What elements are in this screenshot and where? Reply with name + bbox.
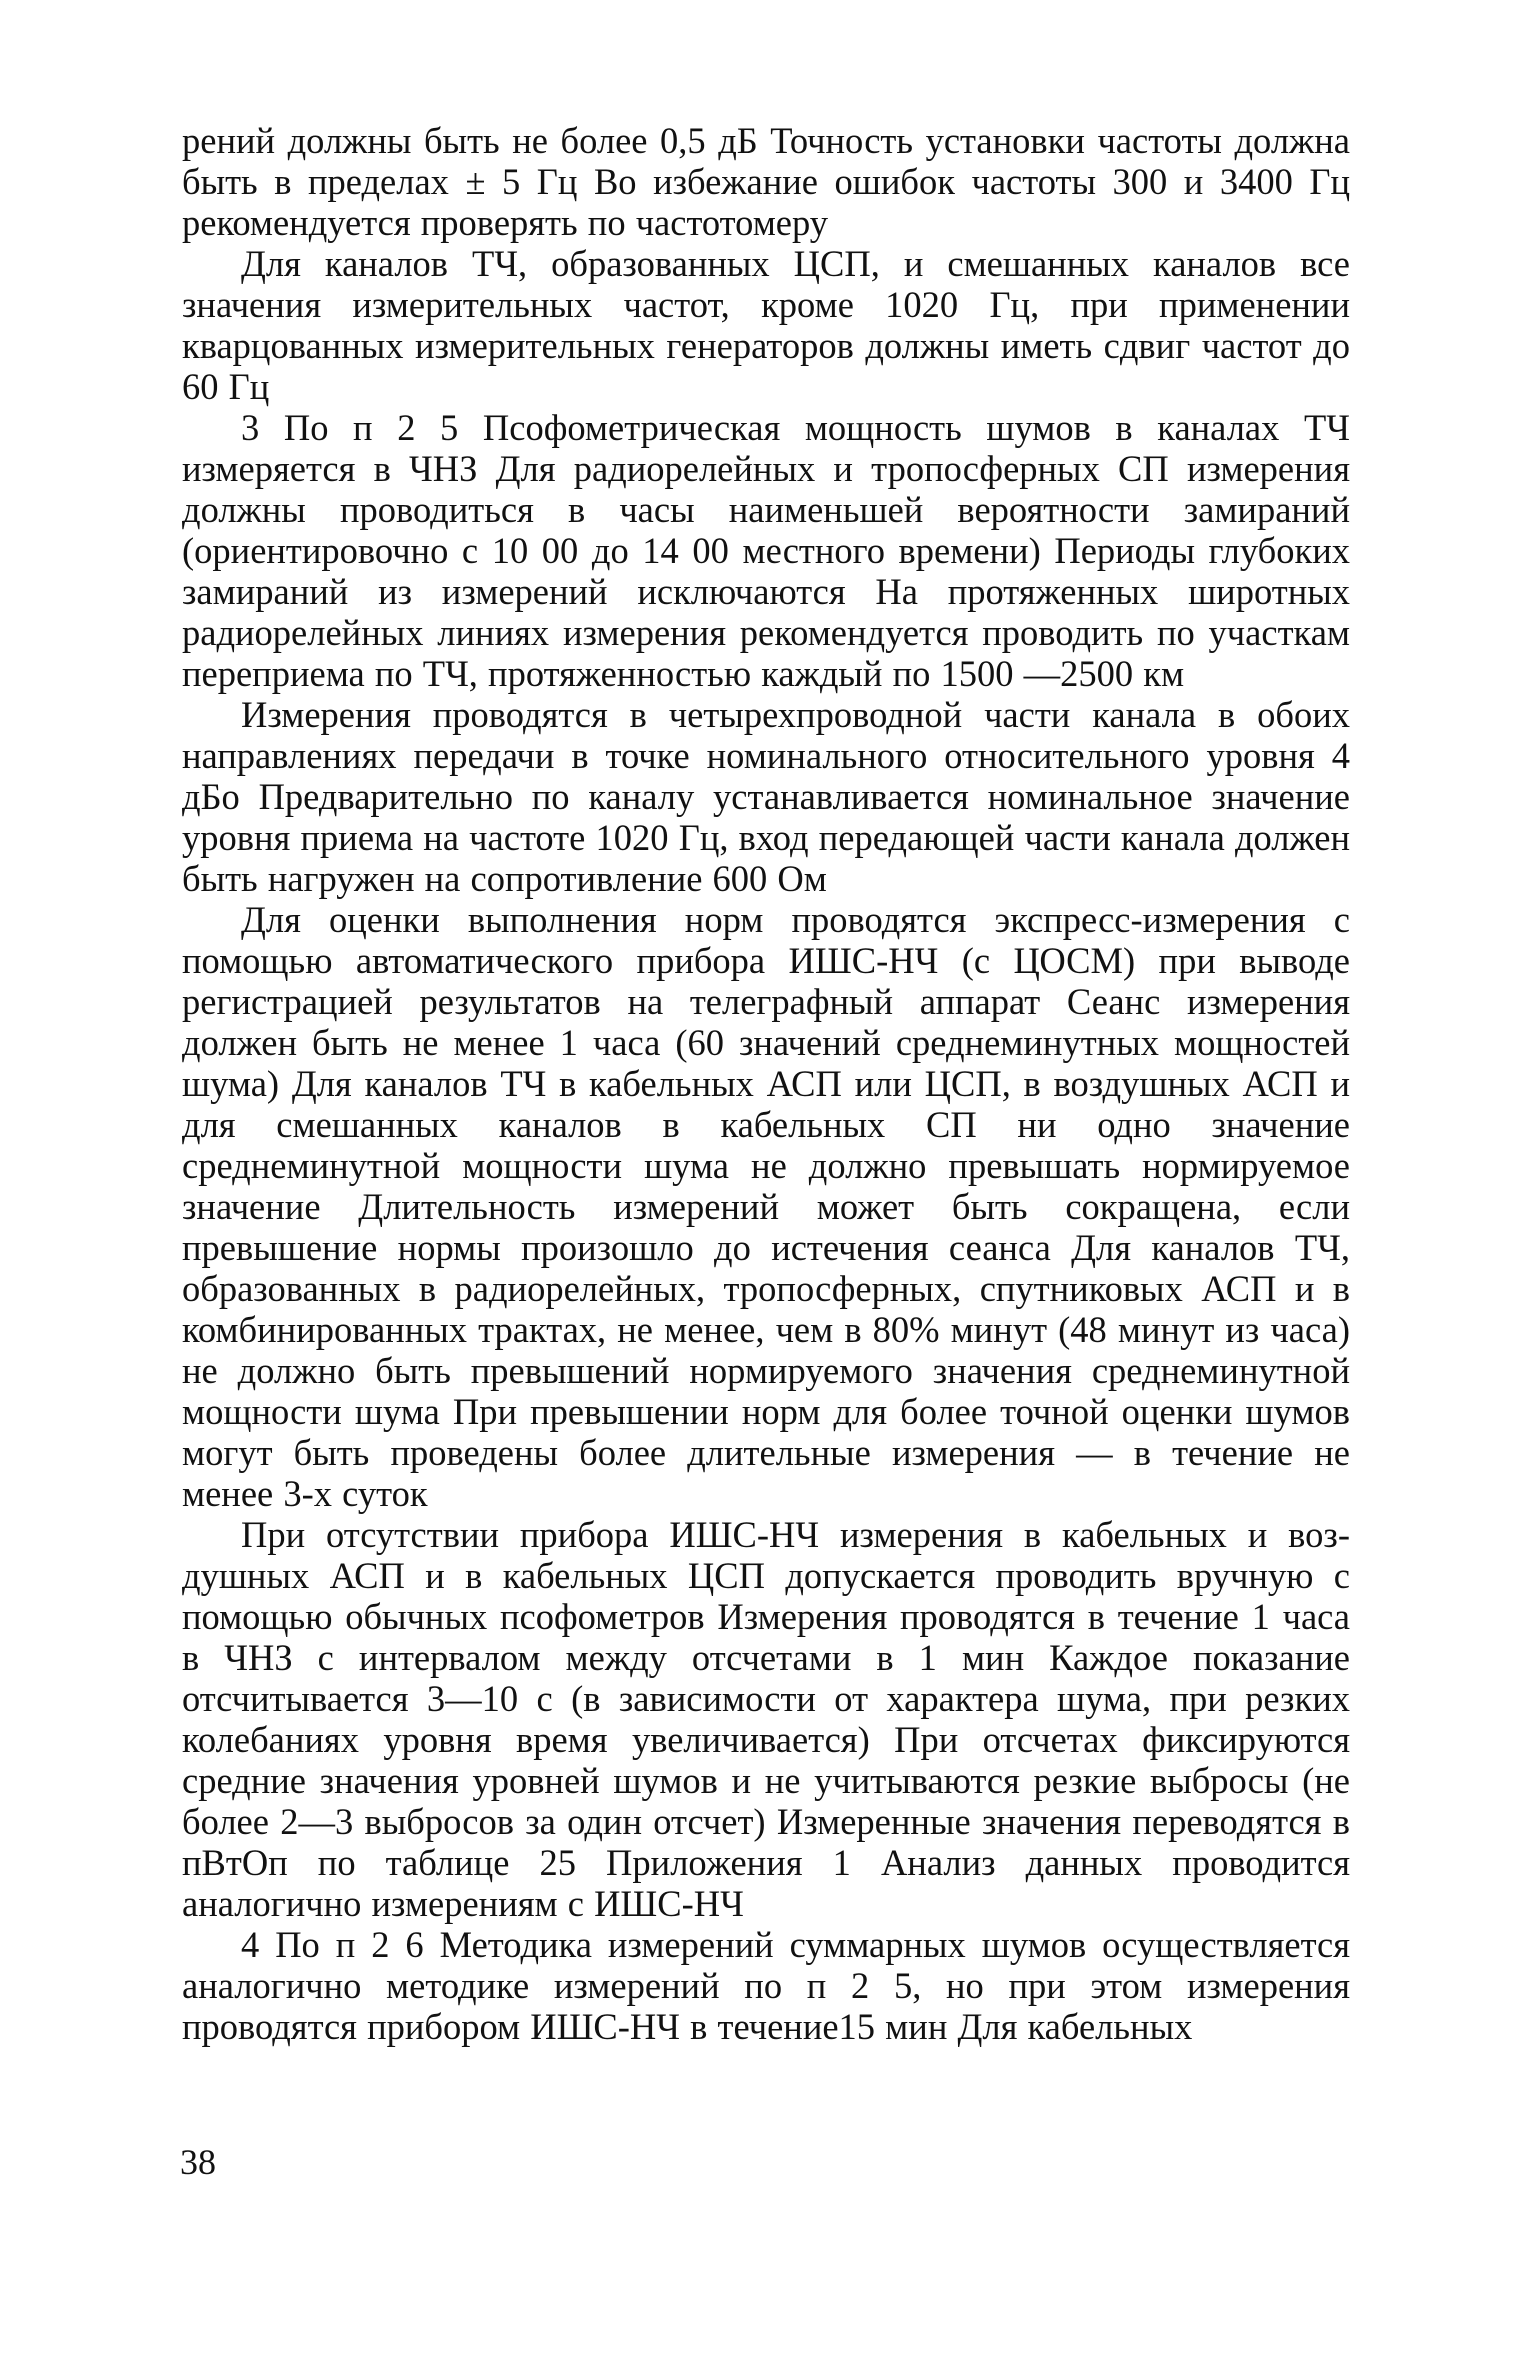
paragraph-6: При отсутствии прибора ИШС-НЧ измерения в кабельных и воздушных АСП и в кабельных ЦСП допускается проводить вручную с помощью обычных псофометров Измерения проводятся в течение 1 часа в ЧНЗ с интервалом между отсчетами в 1 мин Каждое показание отсчитывается 3—10 с (в зависимости от характера шума, при резких колебаниях уровня время увеличивается) При отсчетах фиксируются средние значения уровней шумов и не учитываются резкие выбросы (не более 2—3 выбросов за один отсчет) Измеренные значения переводятся в пВтОп по таблице 25 Приложения 1 Анализ данных проводится аналогично измерениям с ИШС-НЧ (182, 1514, 1350, 1924)
paragraph-1: рений должны быть не более 0,5 дБ Точность установки частоты должна быть в пределах ± 5 Гц Во избежание ошибок частоты 300 и 3400 Гц рекомендуется проверять по частотомеру (182, 120, 1350, 243)
paragraph-5: Для оценки выполнения норм проводятся экспресс-измерения с помощью автоматического прибора ИШС-НЧ (с ЦОСМ) при выводе регистрацией результатов на телеграфный аппарат Сеанс измерения должен быть не менее 1 часа (60 значений среднеминутных мощностей шума) Для каналов ТЧ в кабельных АСП или ЦСП, в воздушных АСП и для смешанных каналов в кабельных СП ни одно значение среднеминутной мощности шума не должно превышать нормируемое значение Длительность измерений может быть сокращена, если превышение нормы произошло до истечения сеанса Для каналов ТЧ, образованных в радиорелейных, тропосферных, спутниковых АСП и в комбинированных трактах, не менее, чем в 80% минут (48 минут из часа) не должно быть превышений нормируемого значения среднеминутной мощности шума При превышении норм для более точной оценки шумов могут быть проведены более длительные измерения — в течение не менее 3-х суток (182, 899, 1350, 1514)
paragraph-2: Для каналов ТЧ, образованных ЦСП, и смешанных каналов все значения измерительных частот, кроме 1020 Гц, при применении кварцованных измерительных генераторов должны иметь сдвиг частот до 60 Гц (182, 243, 1350, 407)
paragraph-4: Измерения проводятся в четырехпроводной части канала в обоих направлениях передачи в точке номинального относительного уровня 4 дБо Предварительно по каналу устанавливается номинальное значение уровня приема на частоте 1020 Гц, вход передающей части канала должен быть нагружен на сопротивление 600 Ом (182, 694, 1350, 899)
paragraph-7: 4 По п 2 6 Методика измерений суммарных шумов осуществляется аналогично методике измерений по п 2 5, но при этом измерения проводятся прибором ИШС-НЧ в течение15 мин Для кабельных (182, 1924, 1350, 2047)
page-number: 38 (180, 2142, 216, 2182)
body-text (182, 120, 1350, 2047)
paragraph-3: 3 По п 2 5 Псофометрическая мощность шумов в каналах ТЧ измеряется в ЧНЗ Для радиорелейных и тропосферных СП измерения должны проводиться в часы наименьшей вероятности замираний (ориентировочно с 10 00 до 14 00 местного времени) Периоды глубоких замираний из измерений исключаются На протяженных широтных радиорелейных линиях измерения рекомендуется проводить по участкам переприема по ТЧ, протяженностью каждый по 1500 —2500 км (182, 407, 1350, 694)
